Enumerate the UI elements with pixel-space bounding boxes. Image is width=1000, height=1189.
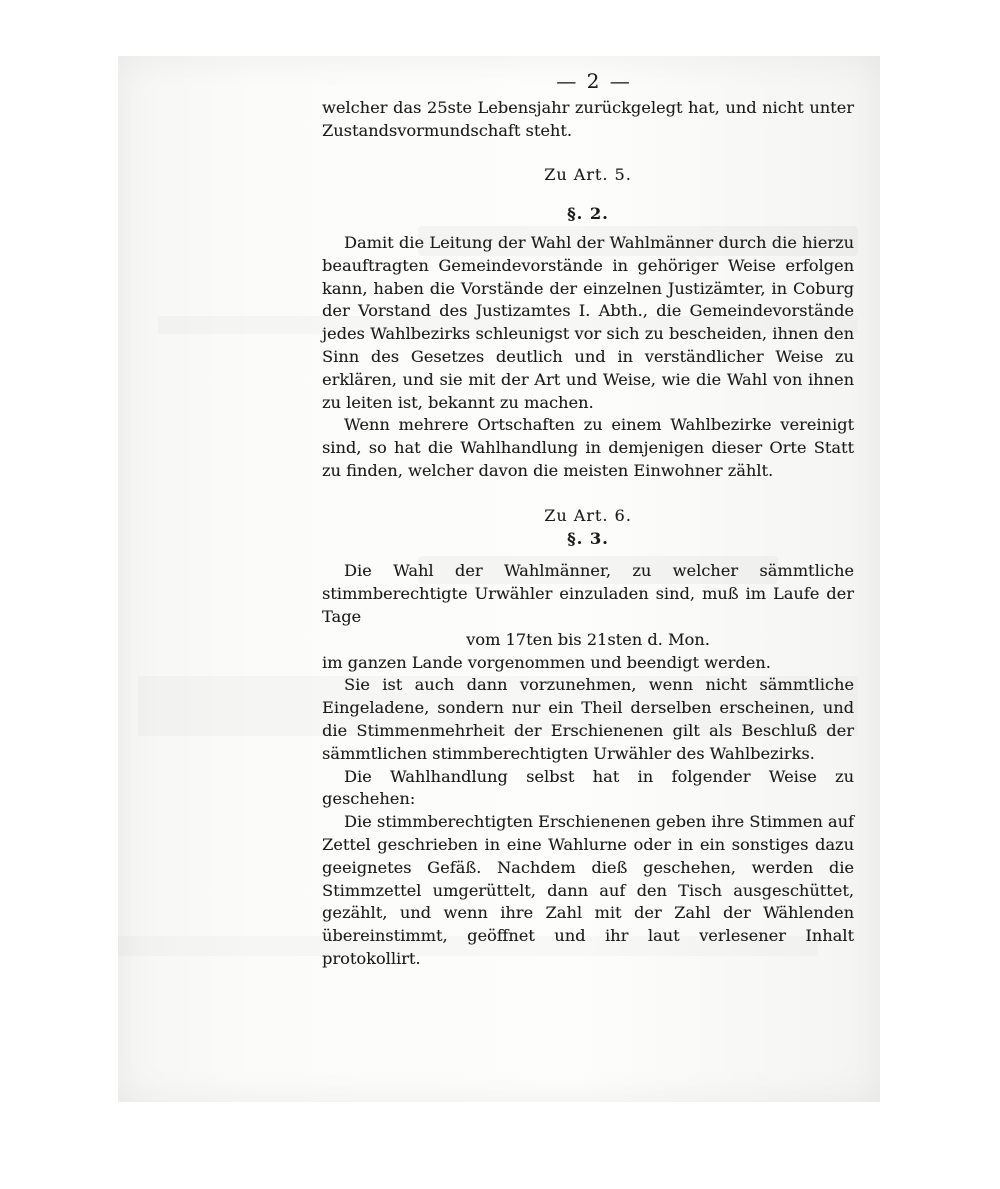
paragraph-heading-1: §. 2.	[567, 204, 609, 224]
intro-text: welcher das 25ste Lebensjahr zurückgelegt hat, und nicht unter Zustandsvormundschaft steht.	[322, 97, 854, 140]
page-number: — 2 —	[556, 69, 632, 93]
section-2-date-line: vom 17ten bis 21sten d. Mon.	[466, 629, 710, 649]
section-2-paragraph-2: Die Wahlhandlung selbst hat in folgender Weise zu geschehen:	[322, 766, 854, 809]
section-2-lead: Die Wahl der Wahlmänner, zu welcher sämmtliche stimmberechtigte Urwähler einzuladen sind, muß im Laufe der Tage	[322, 561, 854, 626]
paragraph-heading-2: §. 3.	[567, 528, 609, 548]
section-2-after-date: im ganzen Lande vorgenommen und beendigt werden.	[322, 652, 771, 672]
section-1-paragraph-1: Damit die Leitung der Wahl der Wahlmänner durch die hierzu beauftragten Gemeindevorstände in gehöriger Weise erfolgen kann, haben die Vorstände der einzelnen Justizämter, in Coburg der Vorstand des Justizamtes I. Abth., die Gemeindevorstände jedes Wahlbezirks schleunigst vor sich zu bescheiden, ihnen den Sinn des Gesetzes deutlich und in verständlicher Weise zu erklären, und sie mit der Art und Weise, wie die Wahl von ihnen zu leiten ist, bekannt zu machen.	[322, 232, 854, 412]
article-heading-1: Zu Art. 5.	[544, 165, 632, 185]
article-heading-2: Zu Art. 6.	[544, 505, 632, 525]
section-1-paragraph-2: Wenn mehrere Ortschaften zu einem Wahlbezirke vereinigt sind, so hat die Wahlhandlung in demjenigen dieser Orte Statt zu finden, welcher davon die meisten Einwohner zählt.	[322, 415, 854, 480]
section-2-paragraph-1: Sie ist auch dann vorzunehmen, wenn nicht sämmtliche Eingeladene, sondern nur ein Theil derselben erscheinen, und die Stimmenmehrheit der Erschienenen gilt als Beschluß der sämmtlichen stimmberechtigten Urwähler des Wahlbezirks.	[322, 675, 854, 763]
page-text	[322, 70, 854, 971]
section-2-paragraph-3: Die stimmberechtigten Erschienenen geben ihre Stimmen auf Zettel geschrieben in eine Wahlurne oder in ein sonstiges dazu geeignetes Gefäß. Nachdem dieß geschehen, werden die Stimmzettel umgerüttelt, dann auf den Tisch ausgeschüttet, gezählt, und wenn ihre Zahl mit der Zahl der Wählenden übereinstimmt, geöffnet und ihr laut verlesener Inhalt protokollirt.	[322, 812, 854, 968]
